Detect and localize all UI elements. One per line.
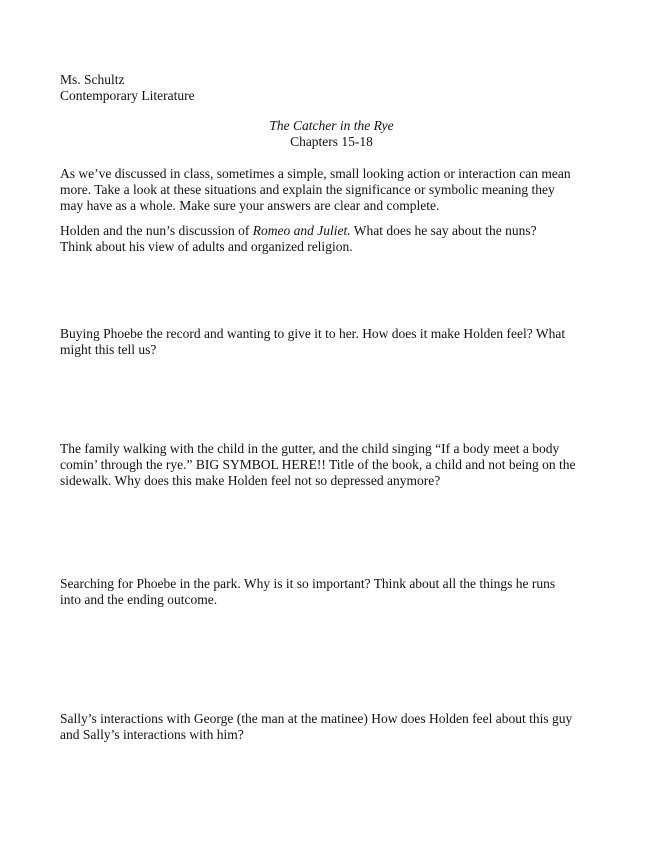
question-line: Think about his view of adults and organized religion. (60, 239, 353, 254)
question-line: Sally’s interactions with George (the man at the matinee) How does Holden feel about this guy (60, 711, 573, 726)
teacher-name: Ms. Schultz (60, 72, 125, 87)
question-2 (60, 326, 620, 358)
header (60, 72, 195, 104)
book-title: The Catcher in the Rye (269, 118, 394, 133)
course-name: Contemporary Literature (60, 88, 195, 103)
question-1 (60, 223, 620, 255)
question-line: sidewalk. Why does this make Holden feel not so depressed anymore? (60, 473, 441, 488)
question-line: The family walking with the child in the gutter, and the child singing “If a body meet a body (60, 441, 560, 456)
question-5 (60, 711, 620, 743)
play-title: Romeo and Juliet. (252, 223, 351, 238)
question-line: and Sally’s interactions with him? (60, 727, 244, 742)
intro-line: more. Take a look at these situations and explain the significance or symbolic meaning they (60, 182, 555, 197)
question-line: into and the ending outcome. (60, 592, 218, 607)
intro-line: As we’ve discussed in class, sometimes a simple, small looking action or interaction can mean (60, 166, 571, 181)
question-line: Buying Phoebe the record and wanting to give it to her. How does it make Holden feel? What (60, 326, 566, 341)
question-text: What does he say about the nuns? (350, 223, 537, 238)
title-block (0, 118, 663, 150)
chapters: Chapters 15-18 (290, 134, 373, 149)
question-line: might this tell us? (60, 342, 157, 357)
question-4 (60, 576, 620, 608)
question-line: comin’ through the rye.” BIG SYMBOL HERE!! Title of the book, a child and not being on the (60, 457, 576, 472)
question-text: Holden and the nun’s discussion of (60, 223, 253, 238)
intro-paragraph (60, 166, 620, 214)
question-line (60, 223, 620, 239)
intro-line: may have as a whole. Make sure your answers are clear and complete. (60, 198, 440, 213)
question-line: Searching for Phoebe in the park. Why is it so important? Think about all the things he runs (60, 576, 556, 591)
question-3 (60, 441, 620, 489)
